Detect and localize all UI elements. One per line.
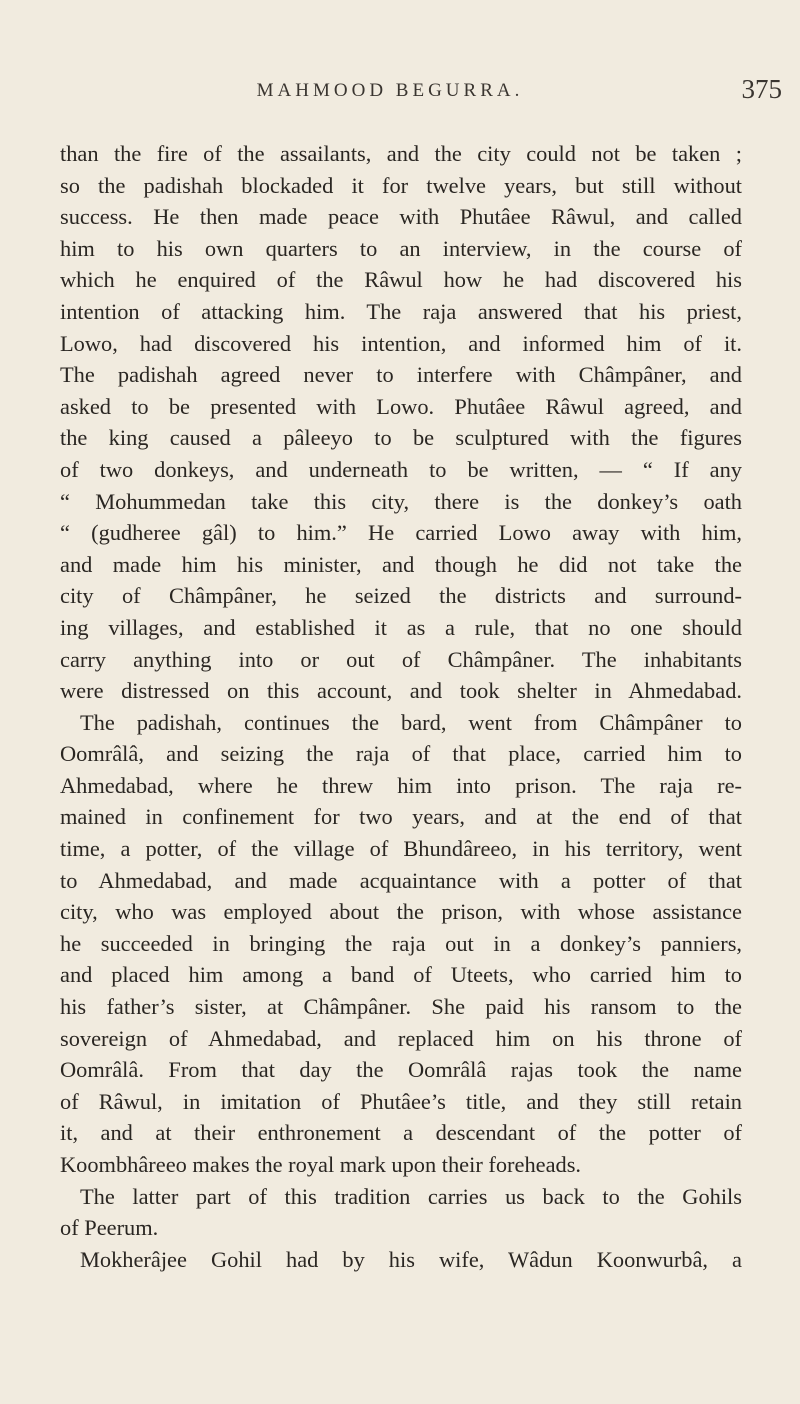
text-line: he succeeded in bringing the raja out in a donkey’s panniers,: [60, 930, 742, 956]
text-line: city of Châmpâner, he seized the districts and surround-: [60, 583, 742, 609]
text-line: of two donkeys, and underneath to be written, — “ If any: [60, 456, 742, 482]
text-line: the king caused a pâleeyo to be sculptured with the figures: [60, 425, 742, 451]
text-line: Ahmedabad, where he threw him into prison. The raja re-: [60, 772, 742, 798]
text-line: Mokherâjee Gohil had by his wife, Wâdun Koonwurbâ, a: [80, 1246, 742, 1272]
text-line: him to his own quarters to an interview, in the course of: [60, 235, 742, 261]
running-title: MAHMOOD BEGURRA.: [256, 80, 524, 101]
text-line: so the padishah blockaded it for twelve years, but still without: [60, 172, 742, 198]
text-line: “ (gudheree gâl) to him.” He carried Lowo away with him,: [60, 520, 742, 546]
text-line: of Peerum.: [60, 1215, 159, 1241]
text-line: to Ahmedabad, and made acquaintance with a potter of that: [60, 867, 742, 893]
text-line: were distressed on this account, and took shelter in Ahmedabad.: [60, 678, 742, 704]
text-line: The padishah, continues the bard, went from Châmpâner to: [80, 709, 742, 735]
running-head: [60, 74, 782, 114]
text-line: asked to be presented with Lowo. Phutâee Râwul agreed, and: [60, 393, 742, 419]
text-line: than the fire of the assailants, and the city could not be taken ;: [60, 141, 742, 166]
text-line: success. He then made peace with Phutâee Râwul, and called: [60, 204, 742, 230]
text-line: and placed him among a band of Uteets, who carried him to: [60, 962, 742, 988]
text-line: of Râwul, in imitation of Phutâee’s title, and they still retain: [60, 1088, 742, 1114]
text-line: which he enquired of the Râwul how he had discovered his: [60, 267, 742, 293]
text-line: it, and at their enthronement a descendant of the potter of: [60, 1120, 742, 1146]
text-line: mained in confinement for two years, and at the end of that: [60, 804, 742, 830]
text-line: time, a potter, of the village of Bhundâreeo, in his territory, went: [60, 836, 742, 862]
text-line: and made him his minister, and though he did not take the: [60, 551, 742, 577]
text-line: intention of attacking him. The raja answered that his priest,: [60, 298, 742, 324]
text-line: Oomrâlâ. From that day the Oomrâlâ rajas took the name: [60, 1057, 742, 1083]
text-line: sovereign of Ahmedabad, and replaced him on his throne of: [60, 1025, 742, 1051]
text-line: The latter part of this tradition carries us back to the Gohils: [80, 1183, 742, 1209]
text-line: ing villages, and established it as a rule, that no one should: [60, 614, 742, 640]
text-line: carry anything into or out of Châmpâner. The inhabitants: [60, 646, 742, 672]
text-line: “ Mohummedan take this city, there is the donkey’s oath: [60, 488, 742, 514]
text-line: his father’s sister, at Châmpâner. She paid his ransom to the: [60, 994, 742, 1020]
text-line: Oomrâlâ, and seizing the raja of that place, carried him to: [60, 741, 742, 767]
text-line: Koombhâreeo makes the royal mark upon their foreheads.: [60, 1152, 582, 1177]
page-number: 375: [741, 74, 782, 104]
text-line: city, who was employed about the prison, with whose assistance: [60, 899, 742, 925]
text-line: Lowo, had discovered his intention, and informed him of it.: [60, 330, 742, 356]
text-line: The padishah agreed never to interfere with Châmpâner, and: [60, 362, 742, 388]
body-text: [60, 138, 742, 1275]
